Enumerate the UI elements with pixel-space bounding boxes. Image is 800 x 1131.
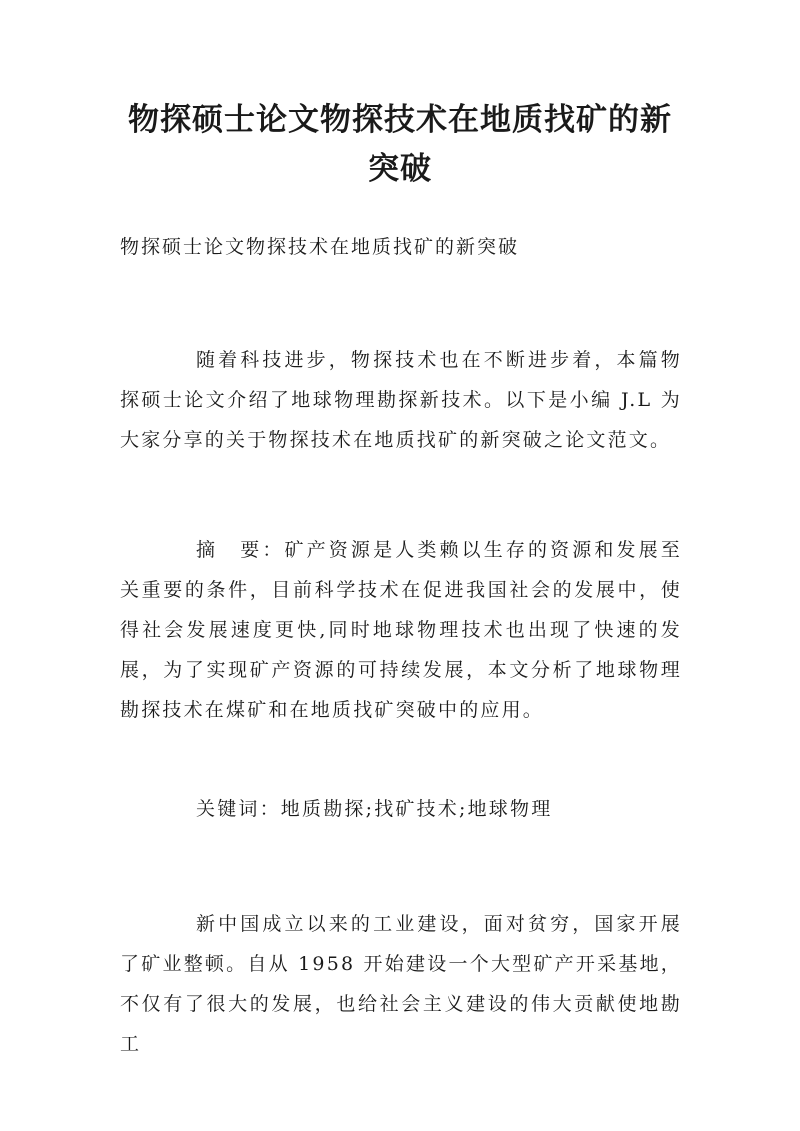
document-title: 物探硕士论文物探技术在地质找矿的新突破 (128, 102, 672, 187)
abstract-paragraph: 摘 要：矿产资源是人类赖以生存的资源和发展至关重要的条件，目前科学技术在促进我国社会的发展中，使得社会发展速度更快,同时地球物理技术也出现了快速的发展，为了实现矿产资源的可持续发展，本文分析了地球物理勘探技术在煤矿和在地质找矿突破中的应用。 (120, 539, 682, 721)
document-subtitle: 物探硕士论文物探技术在地质找矿的新突破 (120, 236, 520, 258)
intro-paragraph: 随着科技进步，物探技术也在不断进步着，本篇物探硕士论文介绍了地球物理勘探新技术。以下是小编 J.L 为大家分享的关于物探技术在地质找矿的新突破之论文范文。 (120, 349, 682, 451)
keywords-paragraph: 关键词：地质勘探;找矿技术;地球物理 (196, 798, 553, 820)
body-paragraph: 新中国成立以来的工业建设，面对贫穷，国家开展了矿业整顿。自从 1958 开始建设一个大型矿产开采基地，不仅有了很大的发展，也给社会主义建设的伟大贡献使地勘工 (120, 913, 682, 1055)
